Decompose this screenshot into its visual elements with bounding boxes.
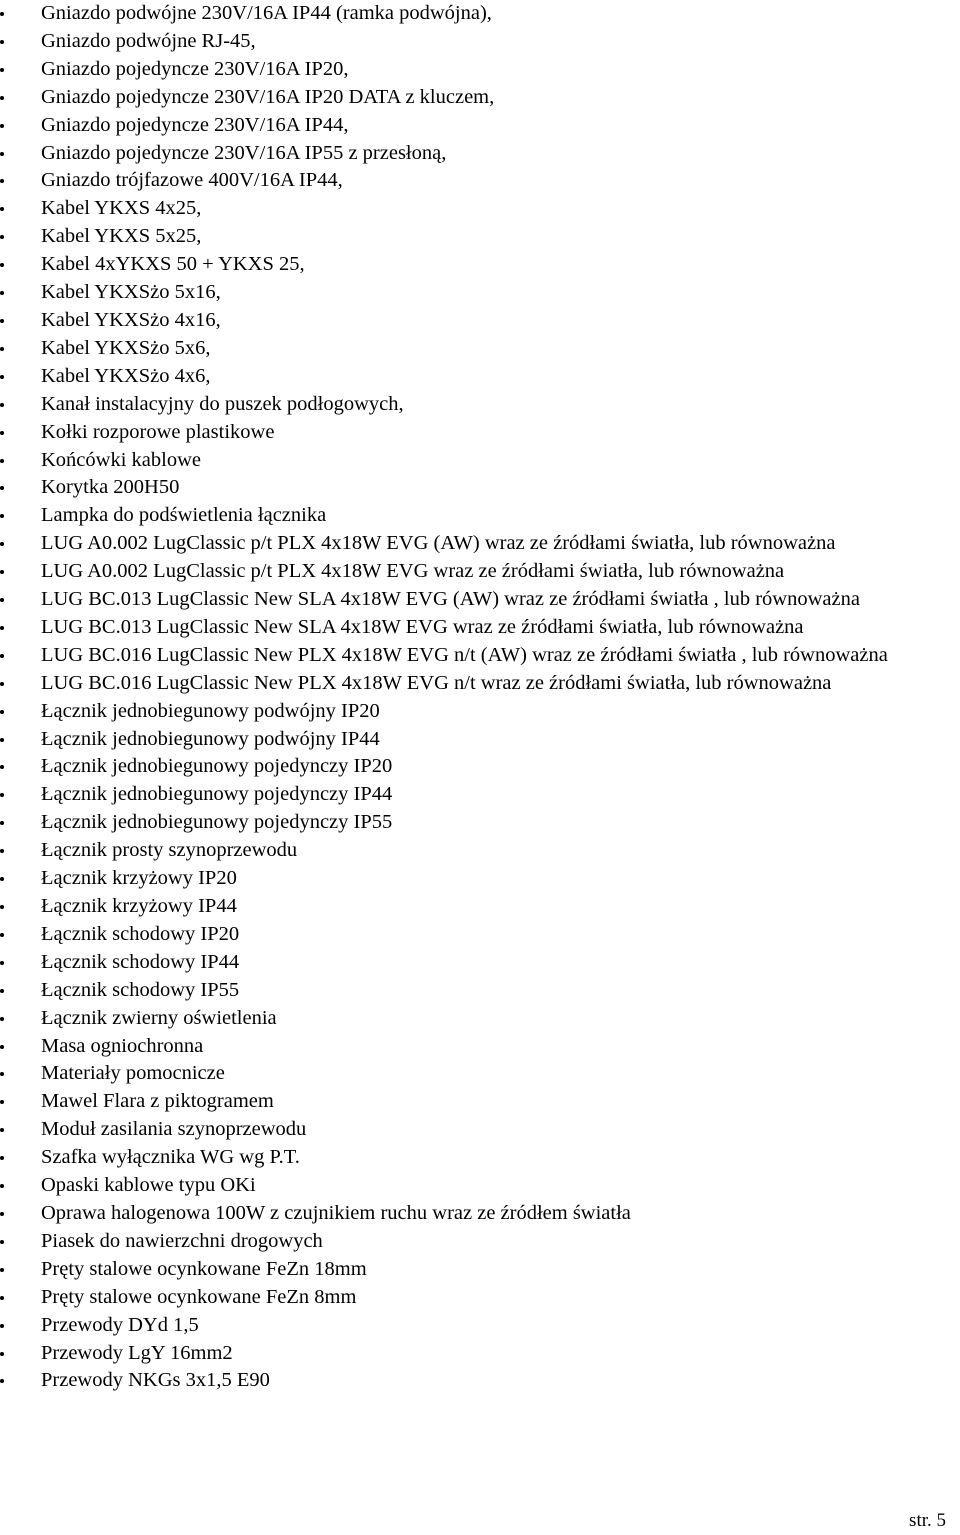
list-item	[0, 447, 960, 475]
list-item	[0, 642, 960, 670]
list-item-text: Mawel Flara z piktogramem	[41, 1090, 274, 1113]
list-item	[0, 1088, 960, 1116]
list-item-text: Przewody DYd 1,5	[41, 1313, 199, 1336]
bullet-icon	[0, 849, 4, 853]
bullet-icon	[0, 375, 4, 379]
bullet-icon	[0, 96, 4, 100]
list-item-text: Łącznik schodowy IP55	[41, 978, 240, 1001]
list-item-text: Łącznik schodowy IP44	[41, 950, 240, 973]
list-item-text: Szafka wyłącznika WG wg P.T.	[41, 1146, 300, 1169]
bullet-icon	[0, 626, 4, 630]
list-item	[0, 474, 960, 502]
list-item-text: Łącznik prosty szynoprzewodu	[41, 839, 298, 862]
list-item-text: Masa ogniochronna	[41, 1034, 204, 1057]
list-item-text: Gniazdo pojedyncze 230V/16A IP44,	[41, 113, 349, 136]
bullet-icon	[0, 152, 4, 156]
list-item	[0, 28, 960, 56]
bullet-icon	[0, 598, 4, 602]
bullet-icon	[0, 654, 4, 658]
list-item	[0, 893, 960, 921]
list-item-text: Łącznik zwierny oświetlenia	[41, 1006, 277, 1029]
list-item	[0, 1340, 960, 1368]
list-item	[0, 614, 960, 642]
list-item	[0, 335, 960, 363]
list-item-text: Łącznik jednobiegunowy pojedynczy IP20	[41, 755, 393, 778]
list-item-text: Łącznik schodowy IP20	[41, 922, 240, 945]
list-item	[0, 251, 960, 279]
list-item-text: Gniazdo pojedyncze 230V/16A IP20 DATA z kluczem,	[41, 85, 495, 108]
list-item	[0, 781, 960, 809]
list-item-text: Oprawa halogenowa 100W z czujnikiem ruchu wraz ze źródłem światła	[41, 1201, 631, 1224]
list-item-text: Kabel YKXSżo 4x6,	[41, 364, 211, 387]
list-item-text: Pręty stalowe ocynkowane FeZn 8mm	[41, 1285, 357, 1308]
list-item	[0, 1172, 960, 1200]
list-item	[0, 307, 960, 335]
list-item	[0, 56, 960, 84]
list-item	[0, 977, 960, 1005]
bullet-icon	[0, 1156, 4, 1160]
bullet-icon	[0, 431, 4, 435]
list-item-text: Przewody NKGs 3x1,5 E90	[41, 1369, 270, 1392]
list-item	[0, 195, 960, 223]
bullet-icon	[0, 235, 4, 239]
bullet-icon	[0, 682, 4, 686]
list-item	[0, 865, 960, 893]
list-item-text: Końcówki kablowe	[41, 448, 201, 471]
bullet-icon	[0, 12, 4, 16]
list-item	[0, 530, 960, 558]
bullet-icon	[0, 291, 4, 295]
bullet-icon	[0, 68, 4, 72]
bullet-icon	[0, 989, 4, 993]
bullet-icon	[0, 877, 4, 881]
list-item-text: Kabel YKXS 4x25,	[41, 197, 202, 220]
list-item	[0, 84, 960, 112]
bullet-icon	[0, 738, 4, 742]
list-item-text: Piasek do nawierzchni drogowych	[41, 1229, 323, 1252]
list-item-text: Kołki rozporowe plastikowe	[41, 420, 275, 443]
list-item-text: Przewody LgY 16mm2	[41, 1341, 233, 1364]
bullet-icon	[0, 1268, 4, 1272]
list-item-text: Pręty stalowe ocynkowane FeZn 18mm	[41, 1257, 367, 1280]
bullet-icon	[0, 905, 4, 909]
list-item	[0, 809, 960, 837]
list-item-text: Gniazdo pojedyncze 230V/16A IP55 z przesłoną,	[41, 141, 447, 164]
bullet-icon	[0, 1324, 4, 1328]
list-item-text: Gniazdo trójfazowe 400V/16A IP44,	[41, 169, 343, 192]
bullet-icon	[0, 1128, 4, 1132]
list-item-text: Łącznik krzyżowy IP44	[41, 895, 237, 917]
list-item	[0, 921, 960, 949]
list-item	[0, 1312, 960, 1340]
list-item-text: Moduł zasilania szynoprzewodu	[41, 1118, 307, 1141]
list-item	[0, 167, 960, 195]
list-item	[0, 502, 960, 530]
list-item	[0, 1144, 960, 1172]
list-item	[0, 1116, 960, 1144]
list-item	[0, 419, 960, 447]
bullet-icon	[0, 1379, 4, 1383]
list-item	[0, 0, 960, 28]
list-item-text: LUG A0.002 LugClassic p/t PLX 4x18W EVG wraz ze źródłami światła, lub równoważna	[41, 560, 785, 583]
bullet-icon	[0, 1045, 4, 1049]
list-item-text: LUG A0.002 LugClassic p/t PLX 4x18W EVG (AW) wraz ze źródłami światła, lub równoważna	[41, 532, 836, 555]
bullet-icon	[0, 40, 4, 44]
list-item-text: Materiały pomocnicze	[41, 1062, 225, 1085]
list-item-text: Łącznik jednobiegunowy pojedynczy IP44	[41, 783, 393, 806]
bullet-icon	[0, 207, 4, 211]
list-item	[0, 1005, 960, 1033]
list-item	[0, 1367, 960, 1395]
list-item-text: Kabel YKXSżo 4x16,	[41, 308, 221, 331]
list-item-text: Łącznik jednobiegunowy pojedynczy IP55	[41, 811, 393, 834]
list-item	[0, 223, 960, 251]
list-item-text: Gniazdo pojedyncze 230V/16A IP20,	[41, 57, 349, 80]
bullet-icon	[0, 347, 4, 351]
list-item-text: Gniazdo podwójne 230V/16A IP44 (ramka podwójna),	[41, 2, 492, 24]
bullet-icon	[0, 961, 4, 965]
list-item	[0, 698, 960, 726]
bullet-icon	[0, 124, 4, 128]
bullet-icon	[0, 933, 4, 937]
bullet-icon	[0, 486, 4, 490]
list-item	[0, 363, 960, 391]
list-item-text: Łącznik jednobiegunowy podwójny IP20	[41, 699, 380, 722]
bullet-icon	[0, 570, 4, 574]
bullet-icon	[0, 459, 4, 463]
bullet-icon	[0, 179, 4, 183]
bullet-icon	[0, 542, 4, 546]
bullet-icon	[0, 793, 4, 797]
list-item-text: Gniazdo podwójne RJ-45,	[41, 29, 256, 52]
list-item-text: Łącznik jednobiegunowy podwójny IP44	[41, 727, 380, 750]
list-item	[0, 1228, 960, 1256]
list-item-text: LUG BC.016 LugClassic New PLX 4x18W EVG n/t wraz ze źródłami światła, lub równoważna	[41, 671, 832, 694]
list-item	[0, 1200, 960, 1228]
bullet-icon	[0, 1072, 4, 1076]
bullet-icon	[0, 1184, 4, 1188]
list-item	[0, 112, 960, 140]
list-item	[0, 279, 960, 307]
list-item-text: Lampka do podświetlenia łącznika	[41, 504, 327, 527]
list-item-text: LUG BC.013 LugClassic New SLA 4x18W EVG (AW) wraz ze źródłami światła , lub równoważna	[41, 588, 860, 611]
bullet-icon	[0, 514, 4, 518]
list-item-text: LUG BC.016 LugClassic New PLX 4x18W EVG n/t (AW) wraz ze źródłami światła , lub równoważna	[41, 643, 888, 666]
list-item	[0, 837, 960, 865]
list-item-text: Opaski kablowe typu OKi	[41, 1174, 256, 1197]
list-item	[0, 1284, 960, 1312]
list-item	[0, 1256, 960, 1284]
list-item-text: Kabel YKXSżo 5x16,	[41, 281, 221, 304]
list-item	[0, 558, 960, 586]
bullet-icon	[0, 1212, 4, 1216]
bullet-icon	[0, 710, 4, 714]
list-item-text: LUG BC.013 LugClassic New SLA 4x18W EVG wraz ze źródłami światła, lub równoważna	[41, 615, 804, 638]
list-item	[0, 949, 960, 977]
list-item-text: Korytka 200H50	[41, 476, 180, 499]
bullet-icon	[0, 1017, 4, 1021]
bullet-icon	[0, 263, 4, 267]
list-item	[0, 753, 960, 781]
bullet-icon	[0, 821, 4, 825]
bullet-icon	[0, 1240, 4, 1244]
bullet-icon	[0, 1352, 4, 1356]
list-item	[0, 670, 960, 698]
list-item	[0, 586, 960, 614]
bullet-icon	[0, 765, 4, 769]
bullet-icon	[0, 403, 4, 407]
list-item-text: Kabel 4xYKXS 50 + YKXS 25,	[41, 253, 305, 276]
list-item	[0, 726, 960, 754]
bullet-icon	[0, 319, 4, 323]
bullet-icon	[0, 1296, 4, 1300]
list-item	[0, 1033, 960, 1061]
list-item-text: Kabel YKXSżo 5x6,	[41, 336, 211, 359]
list-item-text: Kanał instalacyjny do puszek podłogowych,	[41, 392, 404, 415]
page-number: str. 5	[909, 1510, 946, 1531]
list-item	[0, 391, 960, 419]
list-item-text: Łącznik krzyżowy IP20	[41, 867, 237, 890]
list-item	[0, 140, 960, 168]
list-item-text: Kabel YKXS 5x25,	[41, 225, 202, 248]
list-item	[0, 1060, 960, 1088]
bullet-icon	[0, 1100, 4, 1104]
